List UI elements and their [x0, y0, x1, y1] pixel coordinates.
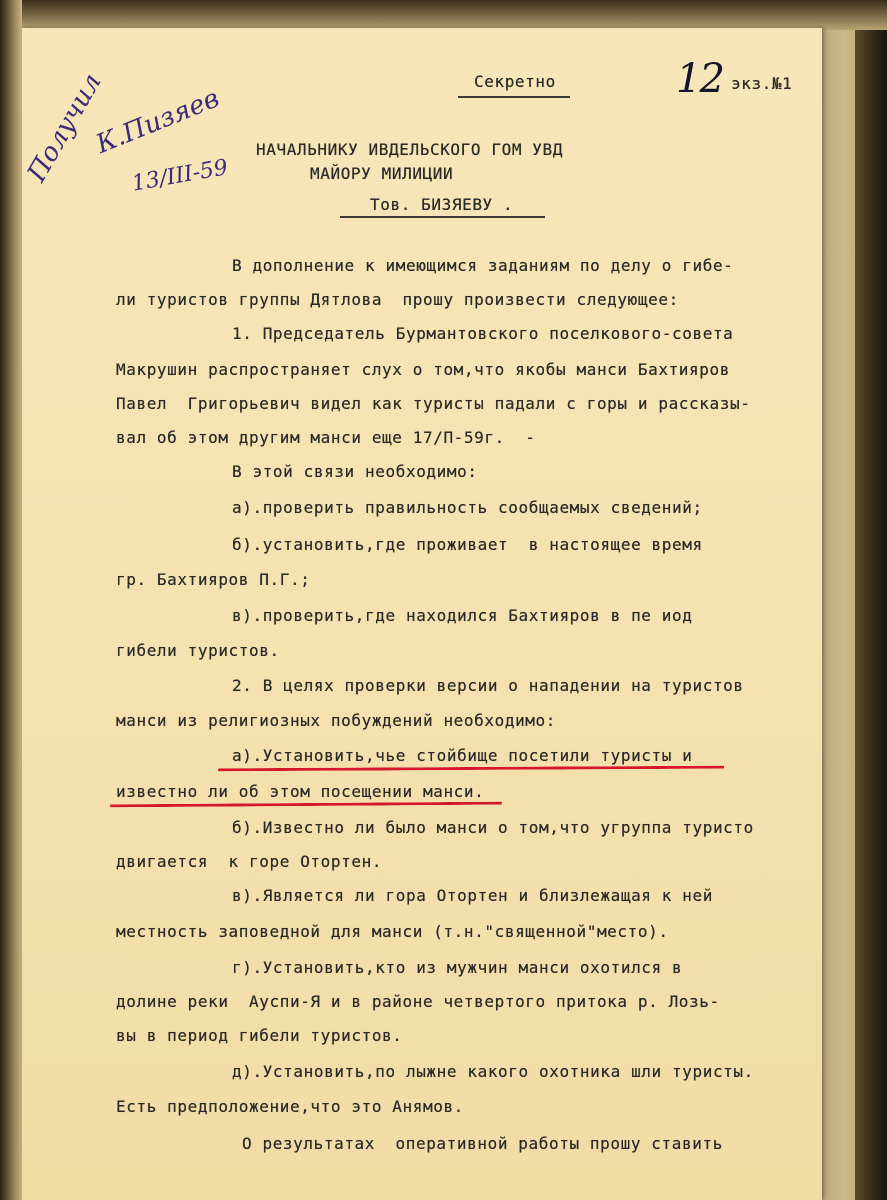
- binder-edge: [855, 0, 887, 1200]
- body-line: г).Установить,кто из мужчин манси охотился в: [232, 958, 683, 977]
- body-line: б).Известно ли было манси о том,что угруппа туристо: [232, 818, 754, 837]
- body-line: вы в период гибели туристов.: [116, 1026, 403, 1045]
- body-line: вал об этом другим манси еще 17/П-59г. -: [116, 428, 536, 447]
- body-line: б).установить,где проживает в настоящее время: [232, 535, 703, 554]
- body-line: 2. В целях проверки версии о нападении на туристов: [232, 676, 744, 695]
- addressee-underline: [340, 216, 545, 218]
- body-line: в).Является ли гора Отортен и близлежащая к ней: [232, 886, 713, 905]
- left-shadow: [0, 0, 22, 1200]
- addressee-line-3: Тов. БИЗЯЕВУ .: [370, 195, 514, 214]
- body-line: В этой связи необходимо:: [232, 462, 478, 481]
- body-line: а).проверить правильность сообщаемых сведений;: [232, 498, 703, 517]
- body-line: в).проверить,где находился Бахтияров в пе иод: [232, 606, 693, 625]
- page-number: 12: [676, 56, 723, 102]
- body-line: Павел Григорьевич видел как туристы падали с горы и рассказы-: [116, 394, 751, 413]
- body-line: 1. Председатель Бурмантовского поселкового-совета: [232, 324, 734, 343]
- body-line: двигается к горе Отортен.: [116, 852, 383, 871]
- copy-label: экз.№1: [731, 74, 793, 93]
- addressee-line-1: НАЧАЛЬНИКУ ИВДЕЛЬСКОГО ГОМ УВД: [256, 140, 563, 159]
- addressee-line-2: МАЙОРУ МИЛИЦИИ: [310, 164, 454, 183]
- body-line: долине реки Ауспи-Я и в районе четвертого притока р. Лозь-: [116, 992, 720, 1011]
- classification-label: Секретно: [474, 72, 556, 91]
- body-line: В дополнение к имеющимся заданиям по делу о гибе-: [232, 256, 734, 275]
- body-line: д).Установить,по лыжне какого охотника шли туристы.: [232, 1062, 754, 1081]
- handwritten-line-3: 13/III-59: [130, 155, 230, 197]
- body-line-highlighted: известно ли об этом посещении манси.: [116, 782, 485, 801]
- classification-underline: [458, 96, 570, 98]
- handwritten-line-2: К.Пизяев: [92, 83, 224, 160]
- top-shadow: [0, 0, 887, 30]
- body-line-highlighted: а).Установить,чье стойбище посетили туристы и: [232, 746, 693, 765]
- body-line: местность заповедной для манси (т.н."священной"место).: [116, 922, 669, 941]
- body-line: ли туристов группы Дятлова прошу произвести следующее:: [116, 290, 679, 309]
- body-line: Макрушин распространяет слух о том,что якобы манси Бахтияров: [116, 360, 730, 379]
- handwritten-line-1: Получил: [22, 68, 108, 187]
- body-line: О результатах оперативной работы прошу ставить: [242, 1134, 723, 1153]
- handwritten-received-note: [22, 68, 232, 232]
- body-line: гр. Бахтияров П.Г.;: [116, 570, 311, 589]
- body-line: гибели туристов.: [116, 641, 280, 660]
- body-line: Есть предположение,что это Анямов.: [116, 1097, 464, 1116]
- body-line: манси из религиозных побуждений необходимо:: [116, 711, 557, 730]
